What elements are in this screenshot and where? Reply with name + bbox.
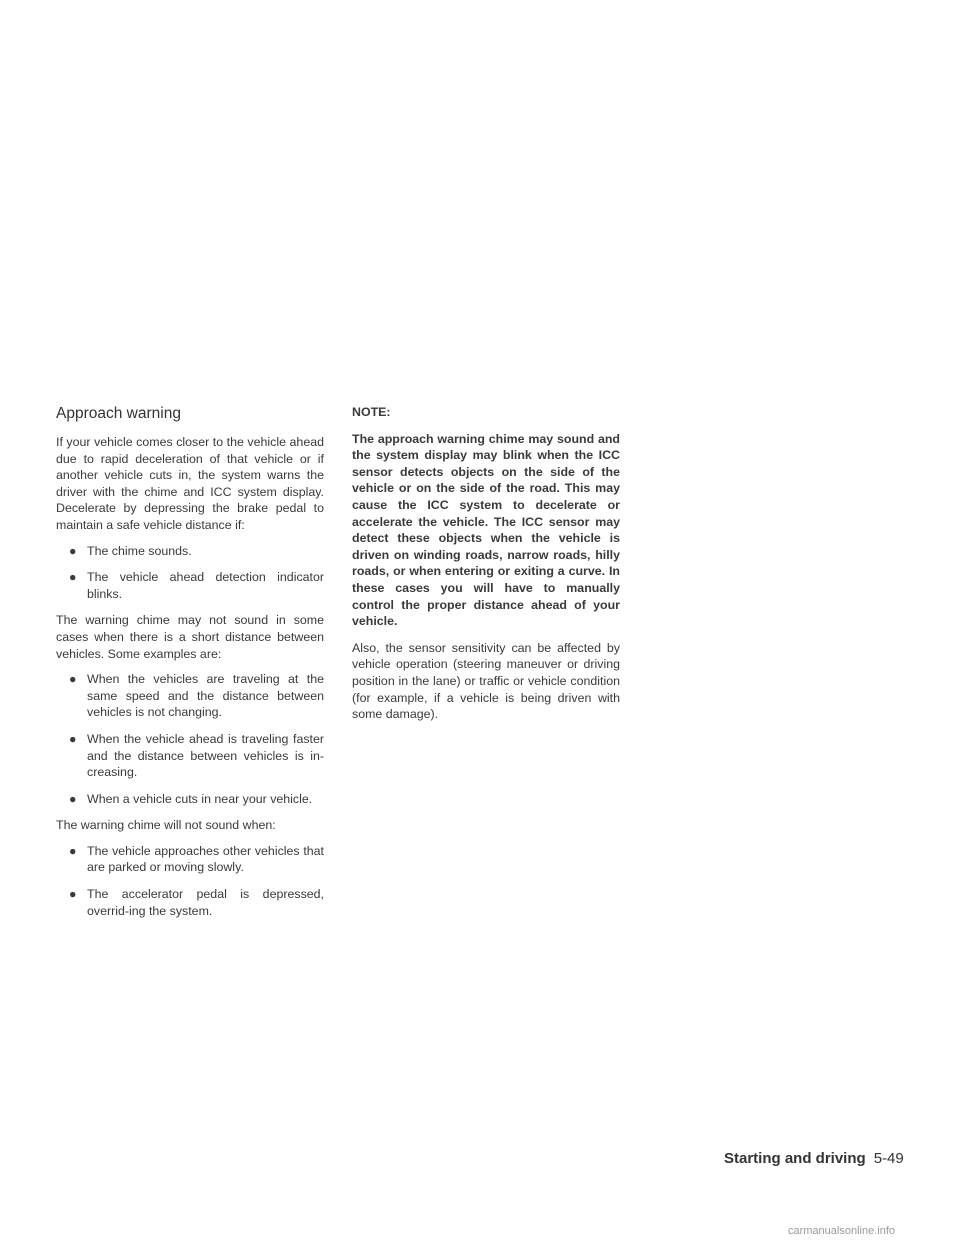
list-item: ● The chime sounds.	[69, 543, 192, 558]
will-not-sound-list	[56, 843, 324, 919]
list-item: ● When the vehicle ahead is traveling faster and the distance between vehicles is in-creasing.	[69, 731, 324, 780]
may-not-sound-paragraph: The warning chime may not sound in some cases when there is a short distance between vehicles. Some examples are:	[56, 613, 324, 661]
sensitivity-paragraph: Also, the sensor sensitivity can be affected by vehicle operation (steering maneuver or driving position in the lane) or traffic or vehicle condition (for example, if a vehicle is being driven with some damage).	[352, 640, 620, 722]
may-not-sound-list	[56, 671, 324, 807]
note-text: The approach warning chime may sound and the system display may blink when the ICC sensor detects objects on the side of the vehicle or on the side of the road. This may cause the ICC system to decelerate or accelerate the vehicle. The ICC sensor may detect these objects when the vehicle is driven on winding roads, narrow roads, hilly roads, or when entering or exiting a curve. In these cases you will have to manually control the proper distance ahead of your vehicle.	[352, 431, 620, 629]
list-item: ● The vehicle ahead detection indicator blinks.	[69, 570, 324, 601]
bullet-icon: ●	[69, 791, 77, 806]
bullet-icon: ●	[69, 843, 77, 858]
list-item: ● The vehicle approaches other vehicles that are parked or moving slowly.	[69, 843, 324, 875]
footer-section-name: Starting and driving	[724, 1150, 866, 1167]
page-number: 5-49	[873, 1150, 904, 1167]
warning-conditions-list	[56, 543, 324, 603]
section-title: Approach warning	[56, 405, 181, 422]
note-label: NOTE:	[352, 405, 391, 419]
bullet-icon: ●	[69, 887, 77, 902]
bullet-icon: ●	[69, 672, 77, 687]
will-not-sound-paragraph: The warning chime will not sound when:	[56, 818, 276, 833]
intro-paragraph: If your vehicle comes closer to the vehicle ahead due to rapid deceleration of that vehicle or if another vehicle cuts in, the system warns the driver with the chime and ICC system display. Decelerate by depressing the brake pedal to maintain a safe vehicle distance if:	[56, 435, 324, 532]
watermark: carmanualsonline.info	[788, 1225, 896, 1237]
bullet-icon: ●	[69, 543, 77, 558]
list-item: ● When a vehicle cuts in near your vehicle.	[69, 791, 313, 806]
list-item: ● The accelerator pedal is depressed, overrid-ing the system.	[69, 887, 324, 918]
bullet-icon: ●	[69, 731, 77, 746]
bullet-icon: ●	[69, 570, 77, 585]
list-item: ● When the vehicles are traveling at the same speed and the distance between vehicles is not changing.	[69, 672, 324, 720]
page-footer	[724, 1149, 904, 1169]
right-column	[352, 404, 620, 732]
left-column	[56, 404, 324, 929]
